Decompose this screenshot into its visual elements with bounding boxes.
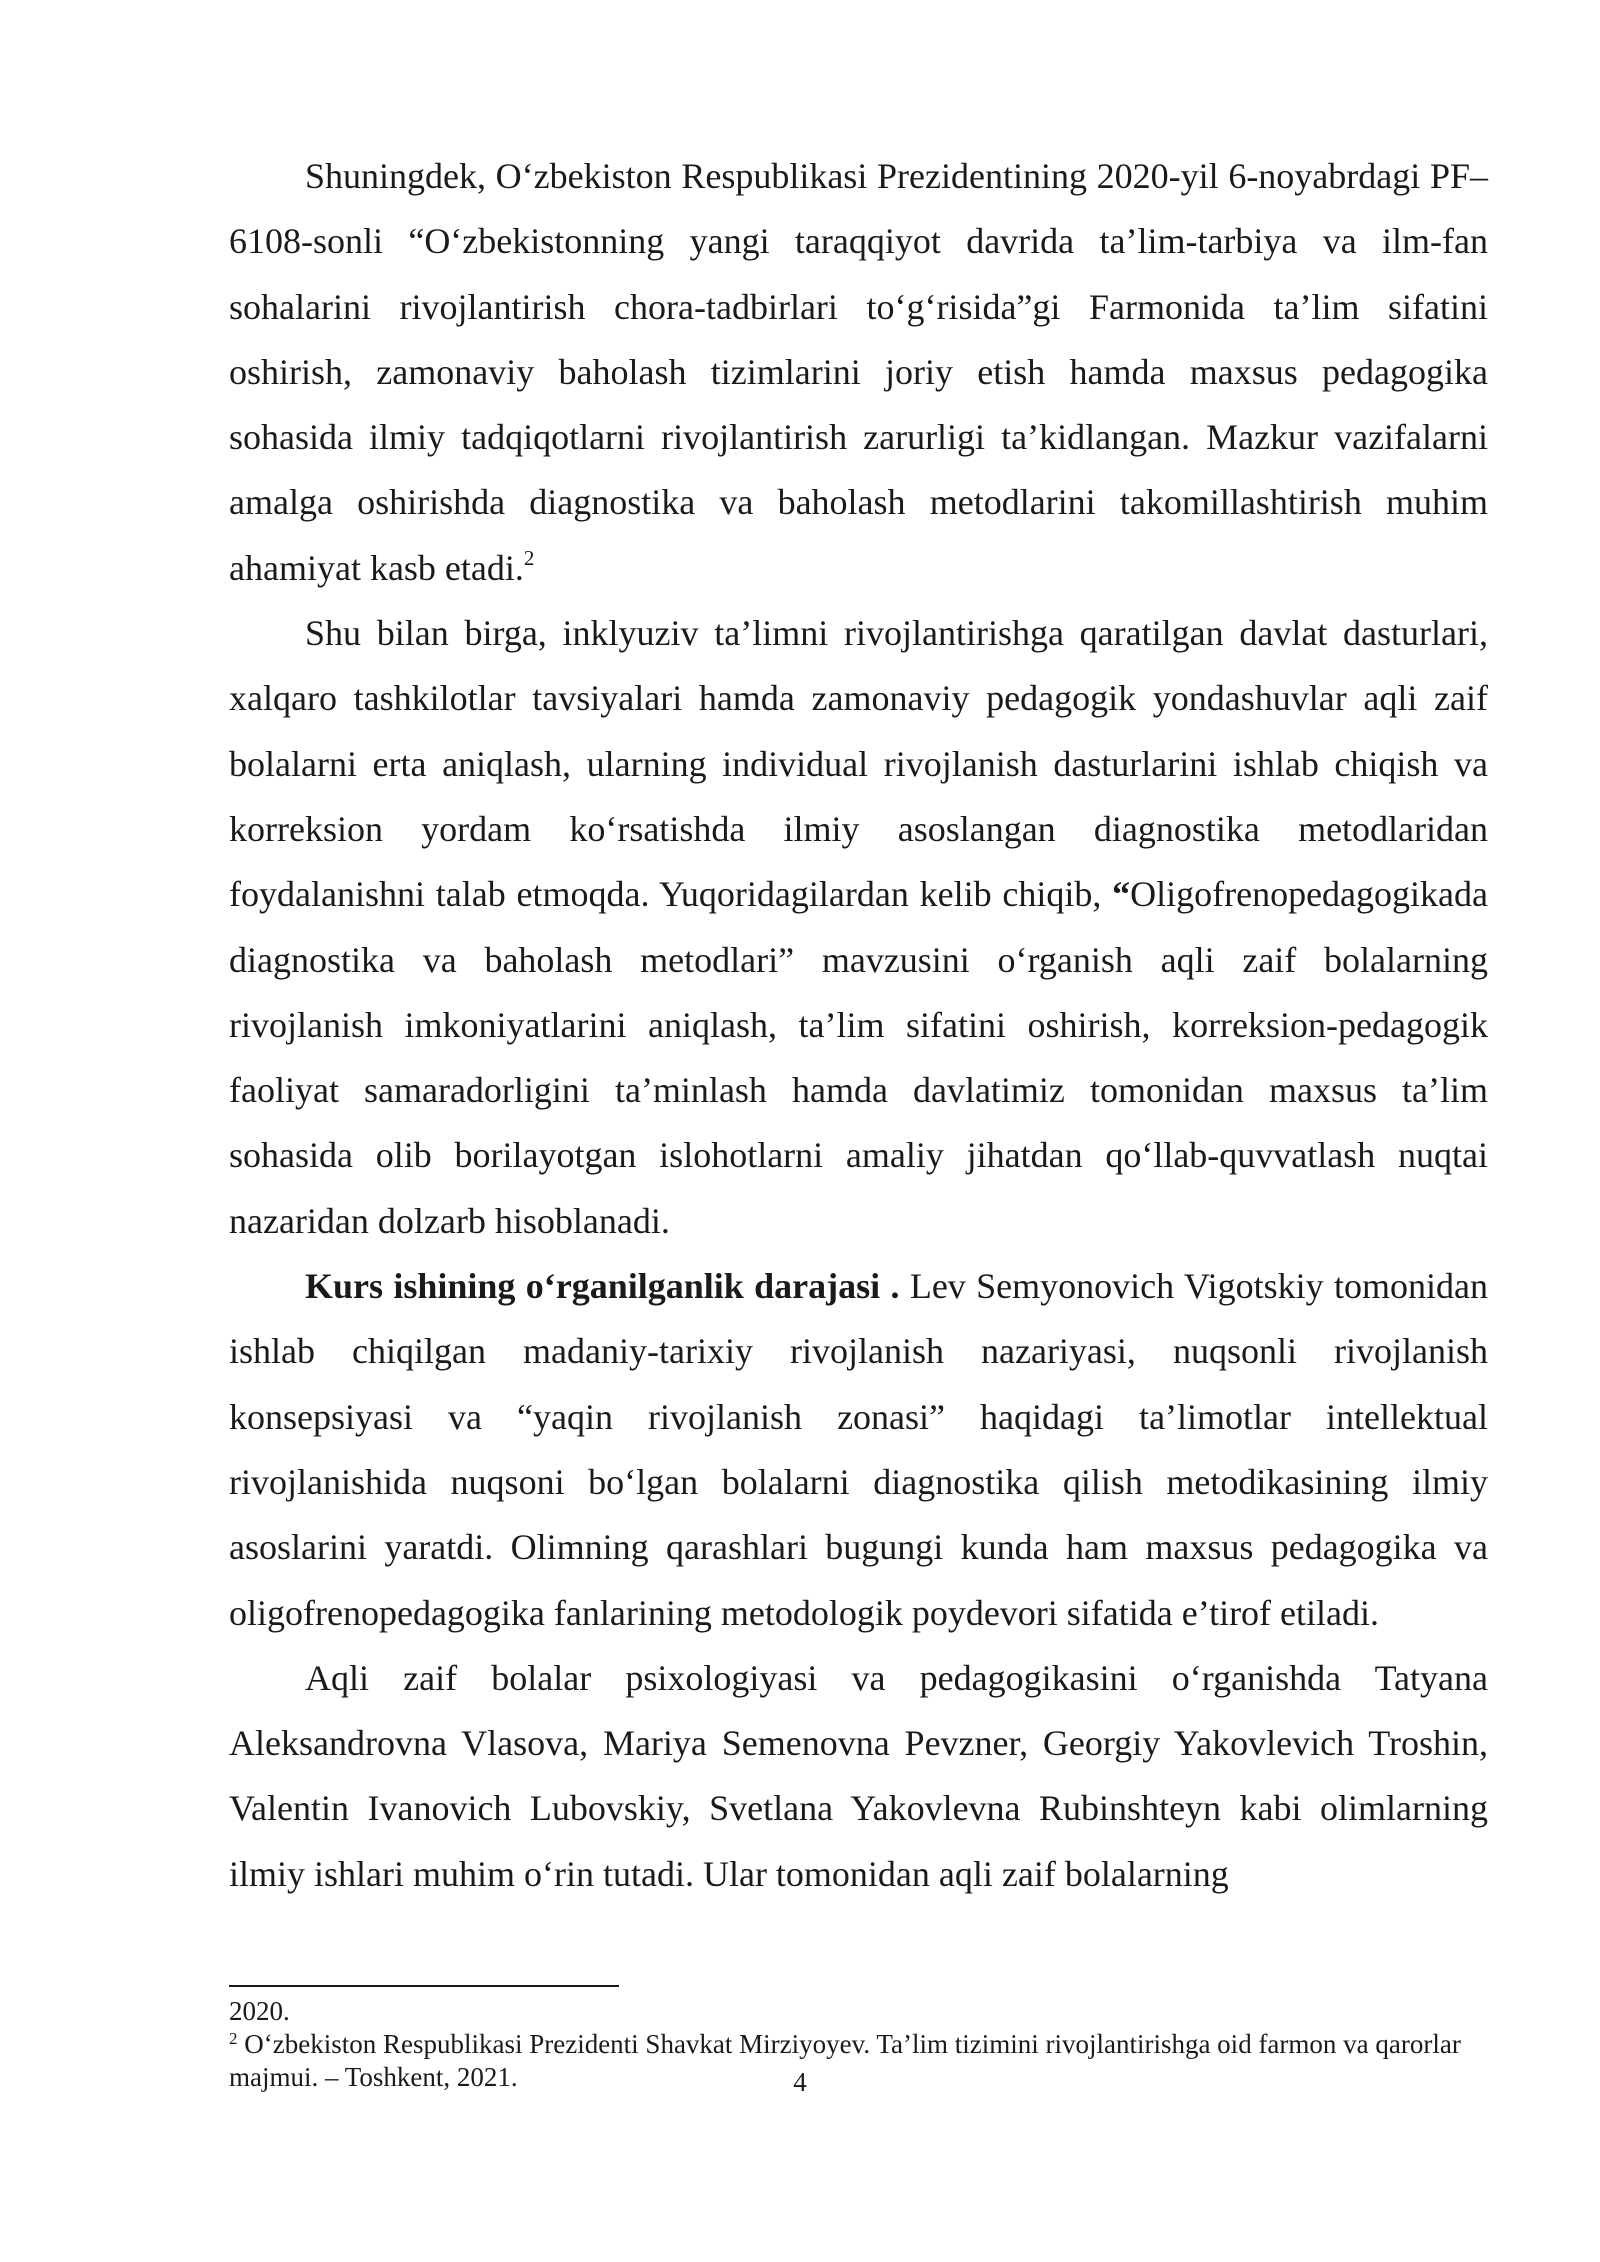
paragraph-inclusive-education: [229, 601, 1488, 1254]
paragraph-study-level-text: Lev Semyonovich Vigotskiy tomonidan ishlab chiqilgan madaniy-tarixiy rivojlanish nazariyasi, nuqsonli rivojlanish konsepsiyasi va “yaqin rivojlanish zonasi” haqidagi ta’limotlar intellektual rivojlanishida nuqsoni bo‘lgan bolalarni diagnostika qilish metodikasining ilmiy asoslarini yaratdi. Olimning qarashlari bugungi kunda ham maxsus pedagogika va oligofrenopedagogika fanlarining metodologik poydevori sifatida e’tirof etiladi.: [229, 1266, 1488, 1633]
footnote-continued: 2020.: [229, 1996, 290, 2026]
body-text: [229, 144, 1488, 1907]
footnote-reference[interactable]: 2: [523, 545, 535, 570]
paragraph-inclusive-education-text: Shu bilan birga, inklyuziv ta’limni rivojlantirishga qaratilgan davlat dasturlari, xalqaro tashkilotlar tavsiyalari hamda zamonaviy pedagogik yondashuvlar aqli zaif bolalarni erta aniqlash, ularning individual rivojlanish dasturlarini ishlab chiqish va korreksion yordam ko‘rsatishda ilmiy asoslangan diagnostika metodlaridan foydalanishni talab etmoqda. Yuqoridagilardan kelib chiqib,: [229, 613, 1488, 915]
footnote-2-mark: 2: [229, 2029, 238, 2048]
paragraph-topic-text: Oligofrenopedagogikada diagnostika va baholash metodlari” mavzusini o‘rganish aqli zaif bolalarning rivojlanish imkoniyatlarini aniqlash, ta’lim sifatini oshirish, korreksion-pedagogik faoliyat samaradorligini ta’minlash hamda davlatimiz tomonidan maxsus ta’lim sohasida olib borilayotgan islohotlarni amaliy jihatdan qo‘llab-quvvatlash nuqtai nazaridan dolzarb hisoblanadi.: [229, 874, 1488, 1241]
paragraph-decree: [229, 144, 1488, 601]
paragraph-decree-text: Shuningdek, O‘zbekiston Respublikasi Prezidentining 2020-yil 6-noyabrdagi PF–6108-sonli “O‘zbekistonning yangi taraqqiyot davrida ta’lim-tarbiya va ilm-fan sohalarini rivojlantirish chora-tadbirlari to‘g‘risida”gi Farmonida ta’lim sifatini oshirish, zamonaviy baholash tizimlarini joriy etish hamda maxsus pedagogika sohasida ilmiy tadqiqotlarni rivojlantirish zarurligi ta’kidlangan. Mazkur vazifalarni amalga oshirishda diagnostika va baholash metodlarini takomillashtirish muhim ahamiyat kasb etadi.: [229, 156, 1488, 588]
footnote-separator: [229, 1985, 619, 1987]
paragraph-study-level: [229, 1254, 1488, 1646]
footnote-2-text: O‘zbekiston Respublikasi Prezidenti Shavkat Mirziyoyev. Ta’lim tizimini rivojlantirishga oid farmon va qarorlar majmui. – Toshkent, 2021.: [229, 2029, 1461, 2092]
paragraph-scholars-text: Aqli zaif bolalar psixologiyasi va pedagogikasini o‘rganishda Tatyana Aleksandrovna Vlasova, Mariya Semenovna Pevzner, Georgiy Yakovlevich Troshin, Valentin Ivanovich Lubovskiy, Svetlana Yakovlevna Rubinshteyn kabi olimlarning ilmiy ishlari muhim o‘rin tutadi. Ular tomonidan aqli zaif bolalarning: [229, 1657, 1488, 1894]
paragraph-scholars: [229, 1646, 1488, 1907]
page-number: 4: [793, 2067, 807, 2097]
section-heading-study-level: Kurs ishining o‘rganilganlik darajasi .: [305, 1266, 900, 1307]
bold-quote-mark: “: [1112, 874, 1131, 915]
